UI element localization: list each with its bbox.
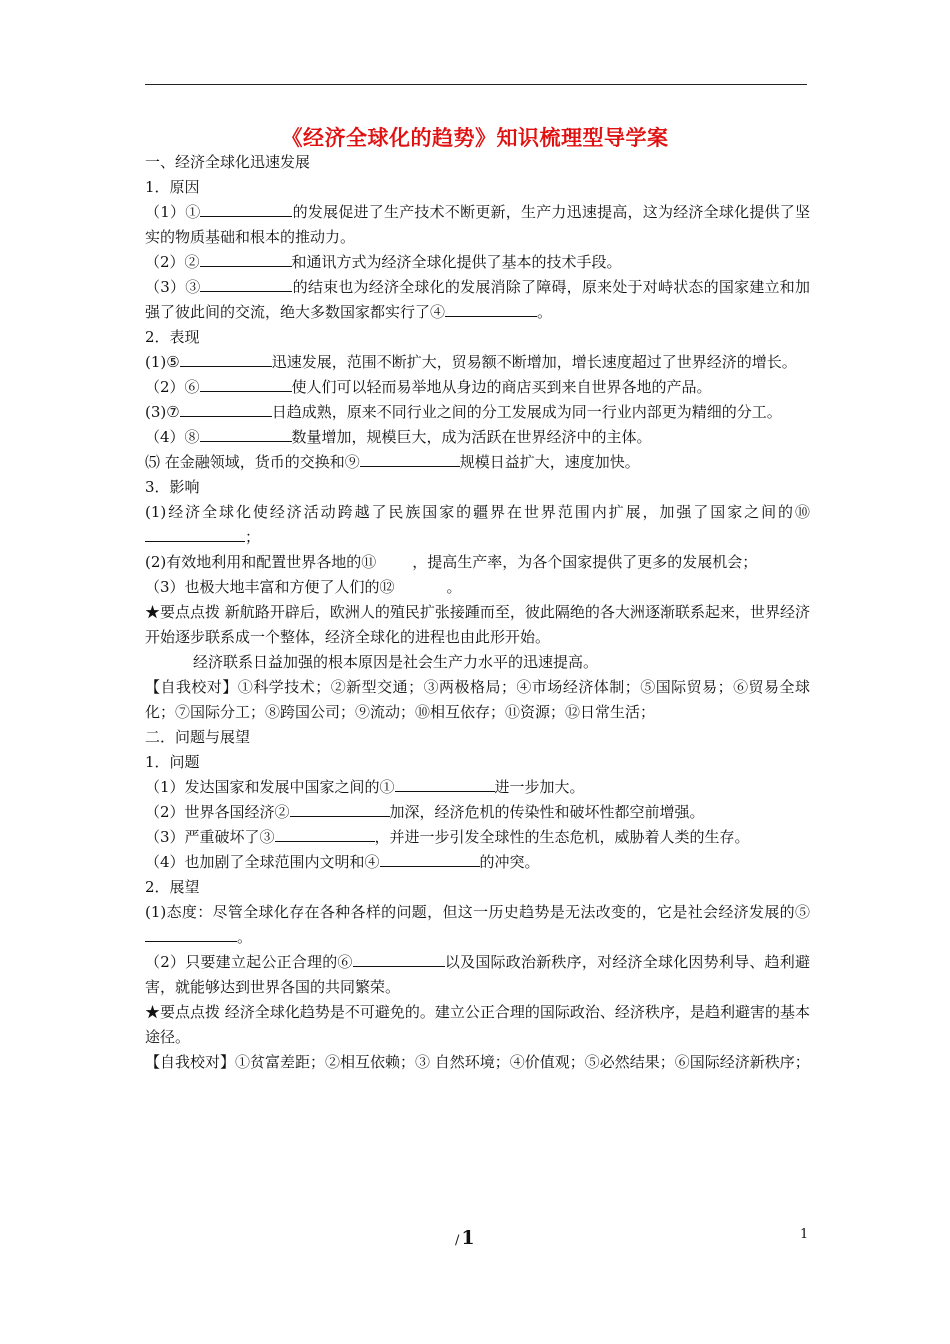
text: 使人们可以轻而易举地从身边的商店买到来自世界各地的产品。 — [291, 378, 712, 396]
fill-blank[interactable] — [353, 950, 445, 967]
fill-blank[interactable] — [180, 400, 272, 417]
fill-blank[interactable] — [200, 425, 292, 442]
text: 的冲突。 — [479, 853, 540, 871]
text: （1）① — [145, 203, 201, 221]
text: 迅速发展，范围不断扩大，贸易额不断增加，增长速度超过了世界经济的增长。 — [271, 353, 797, 371]
text: （3）严重破坏了③ — [145, 828, 275, 846]
text: 和通讯方式为经济全球化提供了基本的技术手段。 — [291, 253, 622, 271]
fill-blank[interactable] — [200, 250, 292, 267]
text: 的结束也为经济全球化的发展消除了障碍，原来处于对峙状态的国家建立和加强了彼此间的交流，绝大多数国家都实行了④ — [145, 278, 810, 321]
text: (3)⑦ — [145, 403, 180, 421]
text: ； — [245, 528, 261, 546]
text: 加深，经济危机的传染性和破坏性都空前增强。 — [389, 803, 705, 821]
paragraph — [145, 350, 810, 375]
sub-heading: 3．影响 — [145, 478, 200, 496]
fill-blank[interactable] — [360, 450, 460, 467]
text: 数量增加，规模巨大，成为活跃在世界经济中的主体。 — [291, 428, 652, 446]
paragraph — [145, 800, 810, 825]
text: （3）③ — [145, 278, 201, 296]
sub-heading: 2．表现 — [145, 328, 200, 346]
fill-blank[interactable] — [275, 825, 375, 842]
text: （2）世界各国经济② — [145, 803, 290, 821]
paragraph — [145, 575, 810, 600]
fill-blank[interactable] — [145, 525, 245, 542]
text: (2)有效地利用和配置世界各地的⑪ — [145, 553, 377, 571]
tip-paragraph: ★要点点拨 经济全球化趋势是不可避免的。建立公正合理的国际政治、经济秩序，是趋利避害的基本途径。 — [145, 1003, 810, 1046]
text: （4）⑧ — [145, 428, 200, 446]
text: ，提高生产率，为各个国家提供了更多的发展机会； — [412, 553, 758, 571]
text: 日趋成熟，原来不同行业之间的分工发展成为同一行业内部更为精细的分工。 — [271, 403, 782, 421]
paragraph — [145, 900, 810, 950]
paragraph — [145, 275, 810, 325]
text: (1)经济全球化使经济活动跨越了民族国家的疆界在世界范围内扩展，加强了国家之间的⑩ — [145, 503, 810, 521]
tip-paragraph: ★要点点拨 新航路开辟后，欧洲人的殖民扩张接踵而至，彼此隔绝的各大洲逐渐联系起来，世界经济开始逐步联系成一个整体，经济全球化的进程也由此形开始。 — [145, 603, 810, 646]
fill-blank[interactable] — [180, 350, 272, 367]
text: (1)态度：尽管全球化存在各种各样的问题，但这一历史趋势是无法改变的，它是社会经济发展的⑤ — [145, 903, 810, 921]
text: 进一步加大。 — [494, 778, 585, 796]
top-rule — [145, 84, 807, 85]
text: （4）也加剧了全球范围内文明和④ — [145, 853, 380, 871]
section-heading: 二．问题与展望 — [145, 728, 251, 746]
paragraph — [145, 250, 810, 275]
text: 。 — [446, 578, 462, 596]
paragraph — [145, 425, 810, 450]
fill-blank[interactable] — [200, 200, 292, 217]
slash-text: / — [455, 1233, 460, 1248]
paragraph — [145, 850, 810, 875]
text: ，并进一步引发全球性的生态危机，威胁着人类的生存。 — [374, 828, 750, 846]
page-indicator — [455, 1227, 475, 1249]
paragraph — [145, 375, 810, 400]
answer-key: 【自我校对】①贫富差距；②相互依赖；③ 自然环境；④价值观；⑤必然结果；⑥国际经济新秩序； — [145, 1053, 810, 1071]
text: （3）也极大地丰富和方便了人们的⑫ — [145, 578, 395, 596]
fill-blank[interactable] — [200, 375, 292, 392]
text: 。 — [537, 303, 553, 321]
paragraph — [145, 550, 810, 575]
page-title: 《经济全球化的趋势》知识梳理型导学案 — [281, 125, 669, 150]
text: 。 — [237, 928, 253, 946]
paragraph — [145, 450, 810, 475]
text: （2）② — [145, 253, 200, 271]
fill-blank[interactable] — [395, 775, 495, 792]
page-number: 1 — [800, 1227, 809, 1242]
fill-blank[interactable] — [200, 275, 292, 292]
text: 规模日益扩大，速度加快。 — [459, 453, 640, 471]
paragraph — [145, 775, 810, 800]
text: （1）发达国家和发展中国家之间的① — [145, 778, 395, 796]
paragraph — [145, 950, 810, 1000]
fill-blank[interactable] — [145, 925, 237, 942]
paragraph — [145, 825, 810, 850]
document-body — [145, 150, 810, 1075]
paragraph — [145, 400, 810, 425]
sub-heading: 1．问题 — [145, 753, 200, 771]
text: 的发展促进了生产技术不断更新，生产力迅速提高，这为经济全球化提供了坚实的物质基础和根本的推动力。 — [145, 203, 810, 246]
text: （2）⑥ — [145, 378, 200, 396]
tip-paragraph: 经济联系日益加强的根本原因是社会生产力水平的迅速提高。 — [193, 653, 599, 671]
page-total: 1 — [461, 1227, 475, 1249]
answer-key: 【自我校对】①科学技术；②新型交通；③两极格局；④市场经济体制；⑤国际贸易；⑥贸易全球化；⑦国际分工；⑧跨国公司；⑨流动；⑩相互依存；⑪资源；⑫日常生活； — [145, 678, 810, 721]
text: ⑸ 在金融领域，货币的交换和⑨ — [145, 453, 360, 471]
paragraph — [145, 500, 810, 550]
sub-heading: 1．原因 — [145, 178, 200, 196]
section-heading: 一、经济全球化迅速发展 — [145, 153, 311, 171]
fill-blank[interactable] — [290, 800, 390, 817]
text: 以及国际政治新秩序，对经济全球化因势利导、趋利避害，就能够达到世界各国的共同繁荣。 — [145, 953, 810, 996]
fill-blank[interactable] — [380, 850, 480, 867]
text: （2）只要建立起公正合理的⑥ — [145, 953, 353, 971]
fill-blank[interactable] — [445, 300, 537, 317]
paragraph — [145, 200, 810, 250]
text: (1)⑤ — [145, 353, 180, 371]
sub-heading: 2．展望 — [145, 878, 200, 896]
